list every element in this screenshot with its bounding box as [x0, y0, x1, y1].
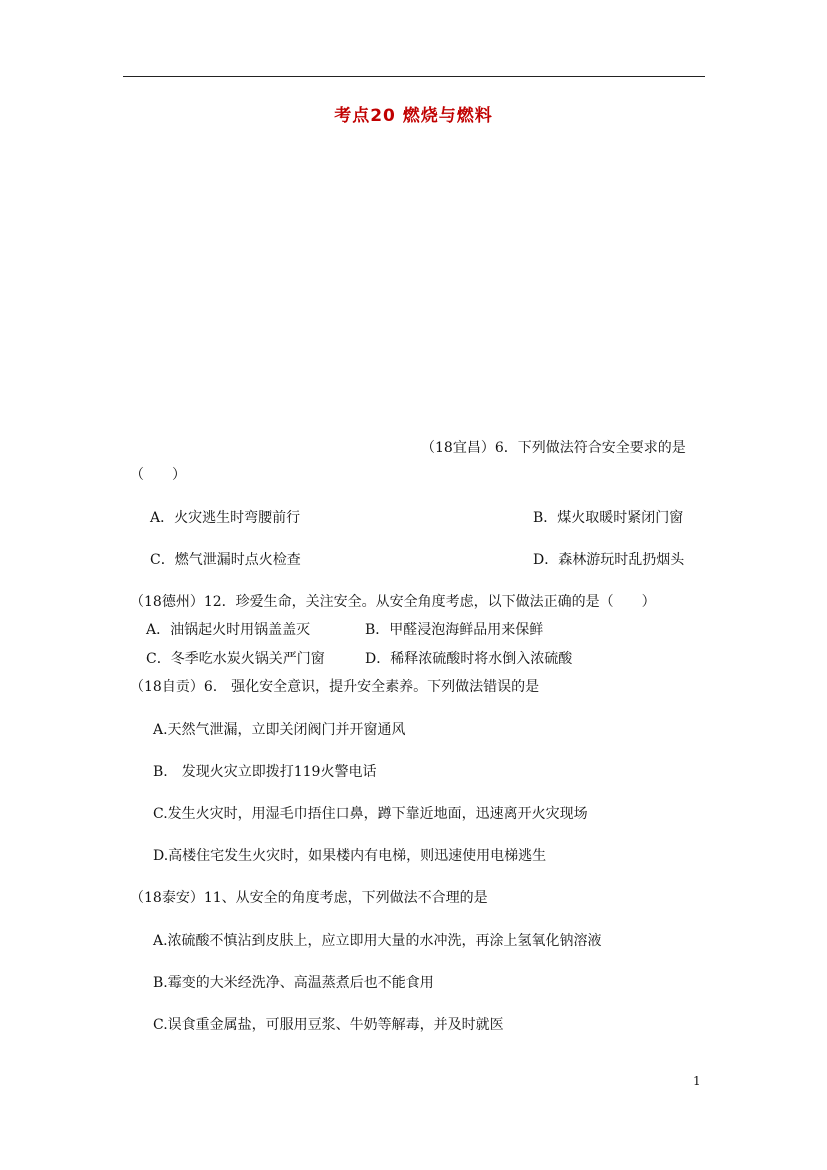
q1-option-a: A．火灾逃生时弯腰前行 — [150, 510, 301, 526]
page-title: 考点20 燃烧与燃料 — [334, 106, 493, 126]
q3-option-a: A.天然气泄漏，立即关闭阀门并开窗通风 — [153, 722, 406, 738]
q3-option-d: D.高楼住宅发生火灾时，如果楼内有电梯，则迅速使用电梯逃生 — [153, 848, 547, 864]
q4-option-c: C.误食重金属盐，可服用豆浆、牛奶等解毒，并及时就医 — [153, 1017, 504, 1033]
page-number: 1 — [693, 1074, 701, 1088]
q3-option-b: B. 发现火灾立即拨打119火警电话 — [153, 764, 377, 780]
q3-stem: （18自贡）6. 强化安全意识，提升安全素养。下列做法错误的是 — [130, 679, 540, 695]
q1-option-b: B．煤火取暖时紧闭门窗 — [533, 510, 684, 526]
q3-option-c: C.发生火灾时，用湿毛巾捂住口鼻，蹲下靠近地面，迅速离开火灾现场 — [153, 806, 588, 822]
q1-option-c: C．燃气泄漏时点火检查 — [150, 552, 301, 568]
q1-stem: （18宜昌）6．下列做法符合安全要求的是 — [421, 440, 686, 456]
header-rule — [123, 76, 705, 77]
q2-option-b: B．甲醛浸泡海鲜品用来保鲜 — [365, 622, 544, 638]
q4-stem: （18泰安）11、从安全的角度考虑，下列做法不合理的是 — [130, 890, 488, 906]
q2-option-c: C．冬季吃水炭火锅关严门窗 — [146, 651, 325, 667]
q1-paren: （ ） — [130, 467, 186, 483]
q4-option-a: A.浓硫酸不慎沾到皮肤上，应立即用大量的水冲洗，再涂上氢氧化钠溶液 — [153, 933, 602, 949]
q4-option-b: B.霉变的大米经洗净、高温蒸煮后也不能食用 — [153, 975, 434, 991]
q2-stem: （18德州）12．珍爱生命，关注安全。从安全角度考虑，以下做法正确的是（ ） — [130, 594, 656, 610]
q2-option-a: A．油锅起火时用锅盖盖灭 — [146, 622, 311, 638]
q2-option-d: D．稀释浓硫酸时将水倒入浓硫酸 — [365, 651, 573, 667]
q1-option-d: D．森林游玩时乱扔烟头 — [533, 552, 685, 568]
